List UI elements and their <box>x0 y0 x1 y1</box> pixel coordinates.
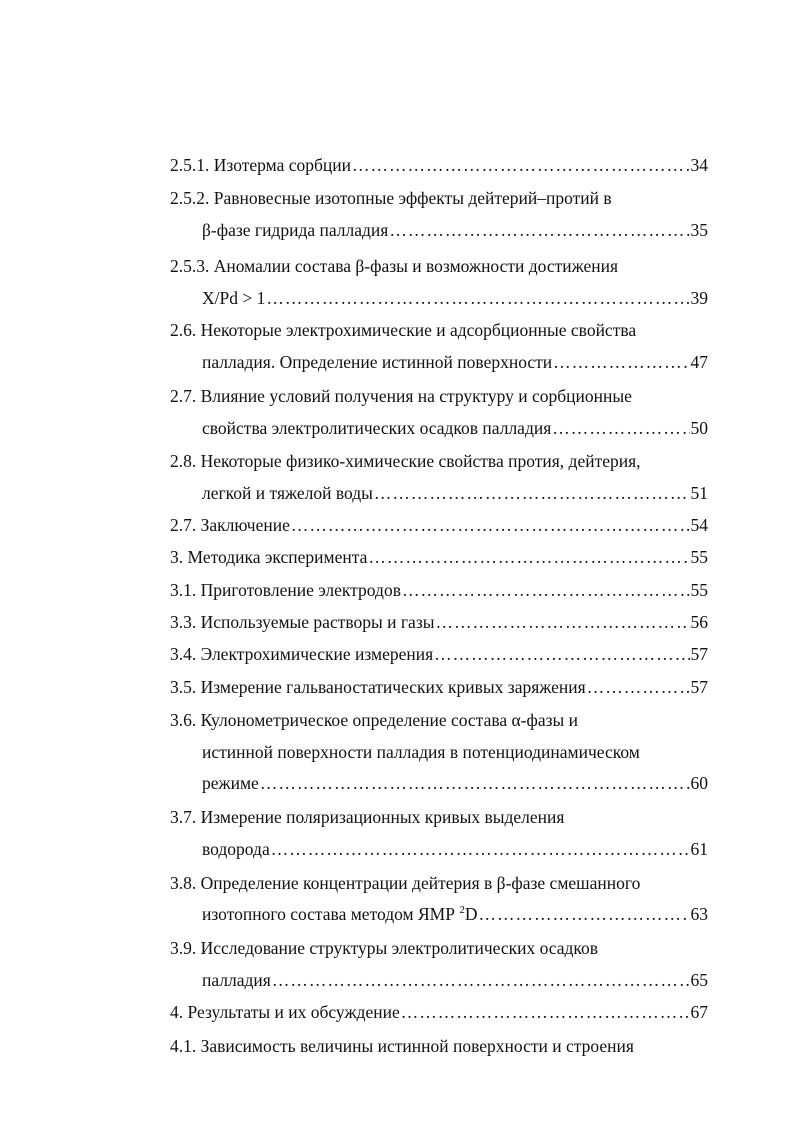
toc-line <box>202 903 708 925</box>
toc-line <box>170 255 708 277</box>
toc-line <box>170 872 708 894</box>
leader-dots <box>352 154 690 176</box>
toc-line-text: 2.7. Влияние условий получения на структуру и сорбционные <box>170 386 632 406</box>
toc-line <box>170 611 708 633</box>
toc-line-text: 3.7. Измерение поляризационных кривых выделения <box>170 807 565 827</box>
leader-dots <box>402 579 690 601</box>
leader-dots <box>271 838 690 860</box>
toc-line <box>202 417 708 439</box>
toc-line <box>170 514 708 536</box>
toc-line-text: палладия. Определение истинной поверхности <box>202 352 553 372</box>
toc-line <box>170 643 708 665</box>
toc-line-text: легкой и тяжелой воды <box>202 483 373 503</box>
toc-line-text-tail: D <box>464 904 478 924</box>
toc-page-number: 65 <box>690 970 708 990</box>
leader-dots <box>434 643 689 665</box>
toc-page-number: 39 <box>690 288 708 308</box>
toc-page-number: 60 <box>690 773 708 793</box>
leader-dots <box>374 482 690 504</box>
toc-page-number: 47 <box>690 352 708 372</box>
toc-line <box>170 1001 708 1023</box>
toc-line <box>170 546 708 568</box>
leader-dots <box>266 287 689 309</box>
toc-page-number: 50 <box>690 418 708 438</box>
toc-page-number: 34 <box>690 155 708 175</box>
leader-dots <box>401 1001 690 1023</box>
toc-page-number: 56 <box>690 612 708 632</box>
toc-line <box>170 579 708 601</box>
toc-line-text: 3.5. Измерение гальваностатических кривых заряжения <box>170 677 586 697</box>
toc-line-text: 2.5.2. Равновесные изотопные эффекты дейтерий–протий в <box>170 188 612 208</box>
toc-line-text: 3.9. Исследование структуры электролитических осадков <box>170 938 599 958</box>
leader-dots <box>260 772 690 794</box>
toc-line-text: свойства электролитических осадков палладия <box>202 418 552 438</box>
toc-line <box>170 806 708 828</box>
toc-line-text: режиме <box>202 773 259 793</box>
toc-line <box>170 450 708 472</box>
toc-page-number: 35 <box>690 220 708 240</box>
toc-page-number: 51 <box>690 483 708 503</box>
toc-line <box>202 219 708 241</box>
toc-line <box>202 772 708 794</box>
leader-dots <box>479 903 690 925</box>
toc-line <box>170 1035 708 1057</box>
toc-line-text: 2.5.3. Аномалии состава β-фазы и возможности достижения <box>170 256 619 276</box>
toc-page-number: 55 <box>690 580 708 600</box>
toc-page-number: 55 <box>690 547 708 567</box>
toc-line <box>170 319 708 341</box>
toc-line <box>170 937 708 959</box>
toc-line-text: 3.6. Кулонометрическое определение состава α-фазы и <box>170 710 579 730</box>
toc-line-text: 4. Результаты и их обсуждение <box>170 1002 400 1022</box>
toc-line <box>202 482 708 504</box>
toc-line-text <box>202 903 478 925</box>
toc-line-text: X/Pd > 1 <box>202 288 266 308</box>
toc-page-number: 67 <box>690 1002 708 1022</box>
leader-dots <box>552 417 689 439</box>
toc-line-text: β-фазе гидрида палладия <box>202 220 389 240</box>
toc-line <box>170 385 708 407</box>
toc-line-text: 2.8. Некоторые физико-химические свойства протия, дейтерия, <box>170 451 641 471</box>
toc-line-text: палладия <box>202 970 271 990</box>
toc-line-text: 3.4. Электрохимические измерения <box>170 644 434 664</box>
toc-line <box>202 741 708 763</box>
toc-line <box>170 676 708 698</box>
toc-line <box>170 709 708 731</box>
toc-line-text: истинной поверхности палладия в потенциодинамическом <box>202 742 640 762</box>
toc-line <box>170 154 708 176</box>
leader-dots <box>291 514 690 536</box>
toc-line-text: водорода <box>202 839 270 859</box>
toc-line <box>170 187 708 209</box>
toc-line-text: 2.6. Некоторые электрохимические и адсорбционные свойства <box>170 320 637 340</box>
toc-line-text-main: изотопного состава методом ЯМР <box>202 904 455 924</box>
toc-line <box>202 969 708 991</box>
toc-page-number: 63 <box>690 904 708 924</box>
toc-page-number: 57 <box>690 677 708 697</box>
toc-line-text: 2.5.1. Изотерма сорбции <box>170 155 351 175</box>
toc-line-text: 3. Методика эксперимента <box>170 547 368 567</box>
leader-dots <box>553 351 689 373</box>
toc-line-text: 3.8. Определение концентрации дейтерия в β-фазе смешанного <box>170 873 641 893</box>
toc-line <box>202 351 708 373</box>
toc-page-number: 54 <box>690 515 708 535</box>
toc-line-text: 4.1. Зависимость величины истинной поверхности и строения <box>170 1036 634 1056</box>
leader-dots <box>389 219 689 241</box>
toc-line-text: 2.7. Заключение <box>170 515 290 535</box>
toc-line-text: 3.3. Используемые растворы и газы <box>170 612 435 632</box>
toc-line <box>202 838 708 860</box>
superscript-mass-number: 2 <box>459 904 465 917</box>
toc-page-number: 61 <box>690 839 708 859</box>
leader-dots <box>272 969 690 991</box>
leader-dots <box>368 546 689 568</box>
toc-line-text: 3.1. Приготовление электродов <box>170 580 401 600</box>
toc-line <box>202 287 708 309</box>
leader-dots <box>587 676 690 698</box>
leader-dots <box>436 611 690 633</box>
toc-page-number: 57 <box>690 644 708 664</box>
